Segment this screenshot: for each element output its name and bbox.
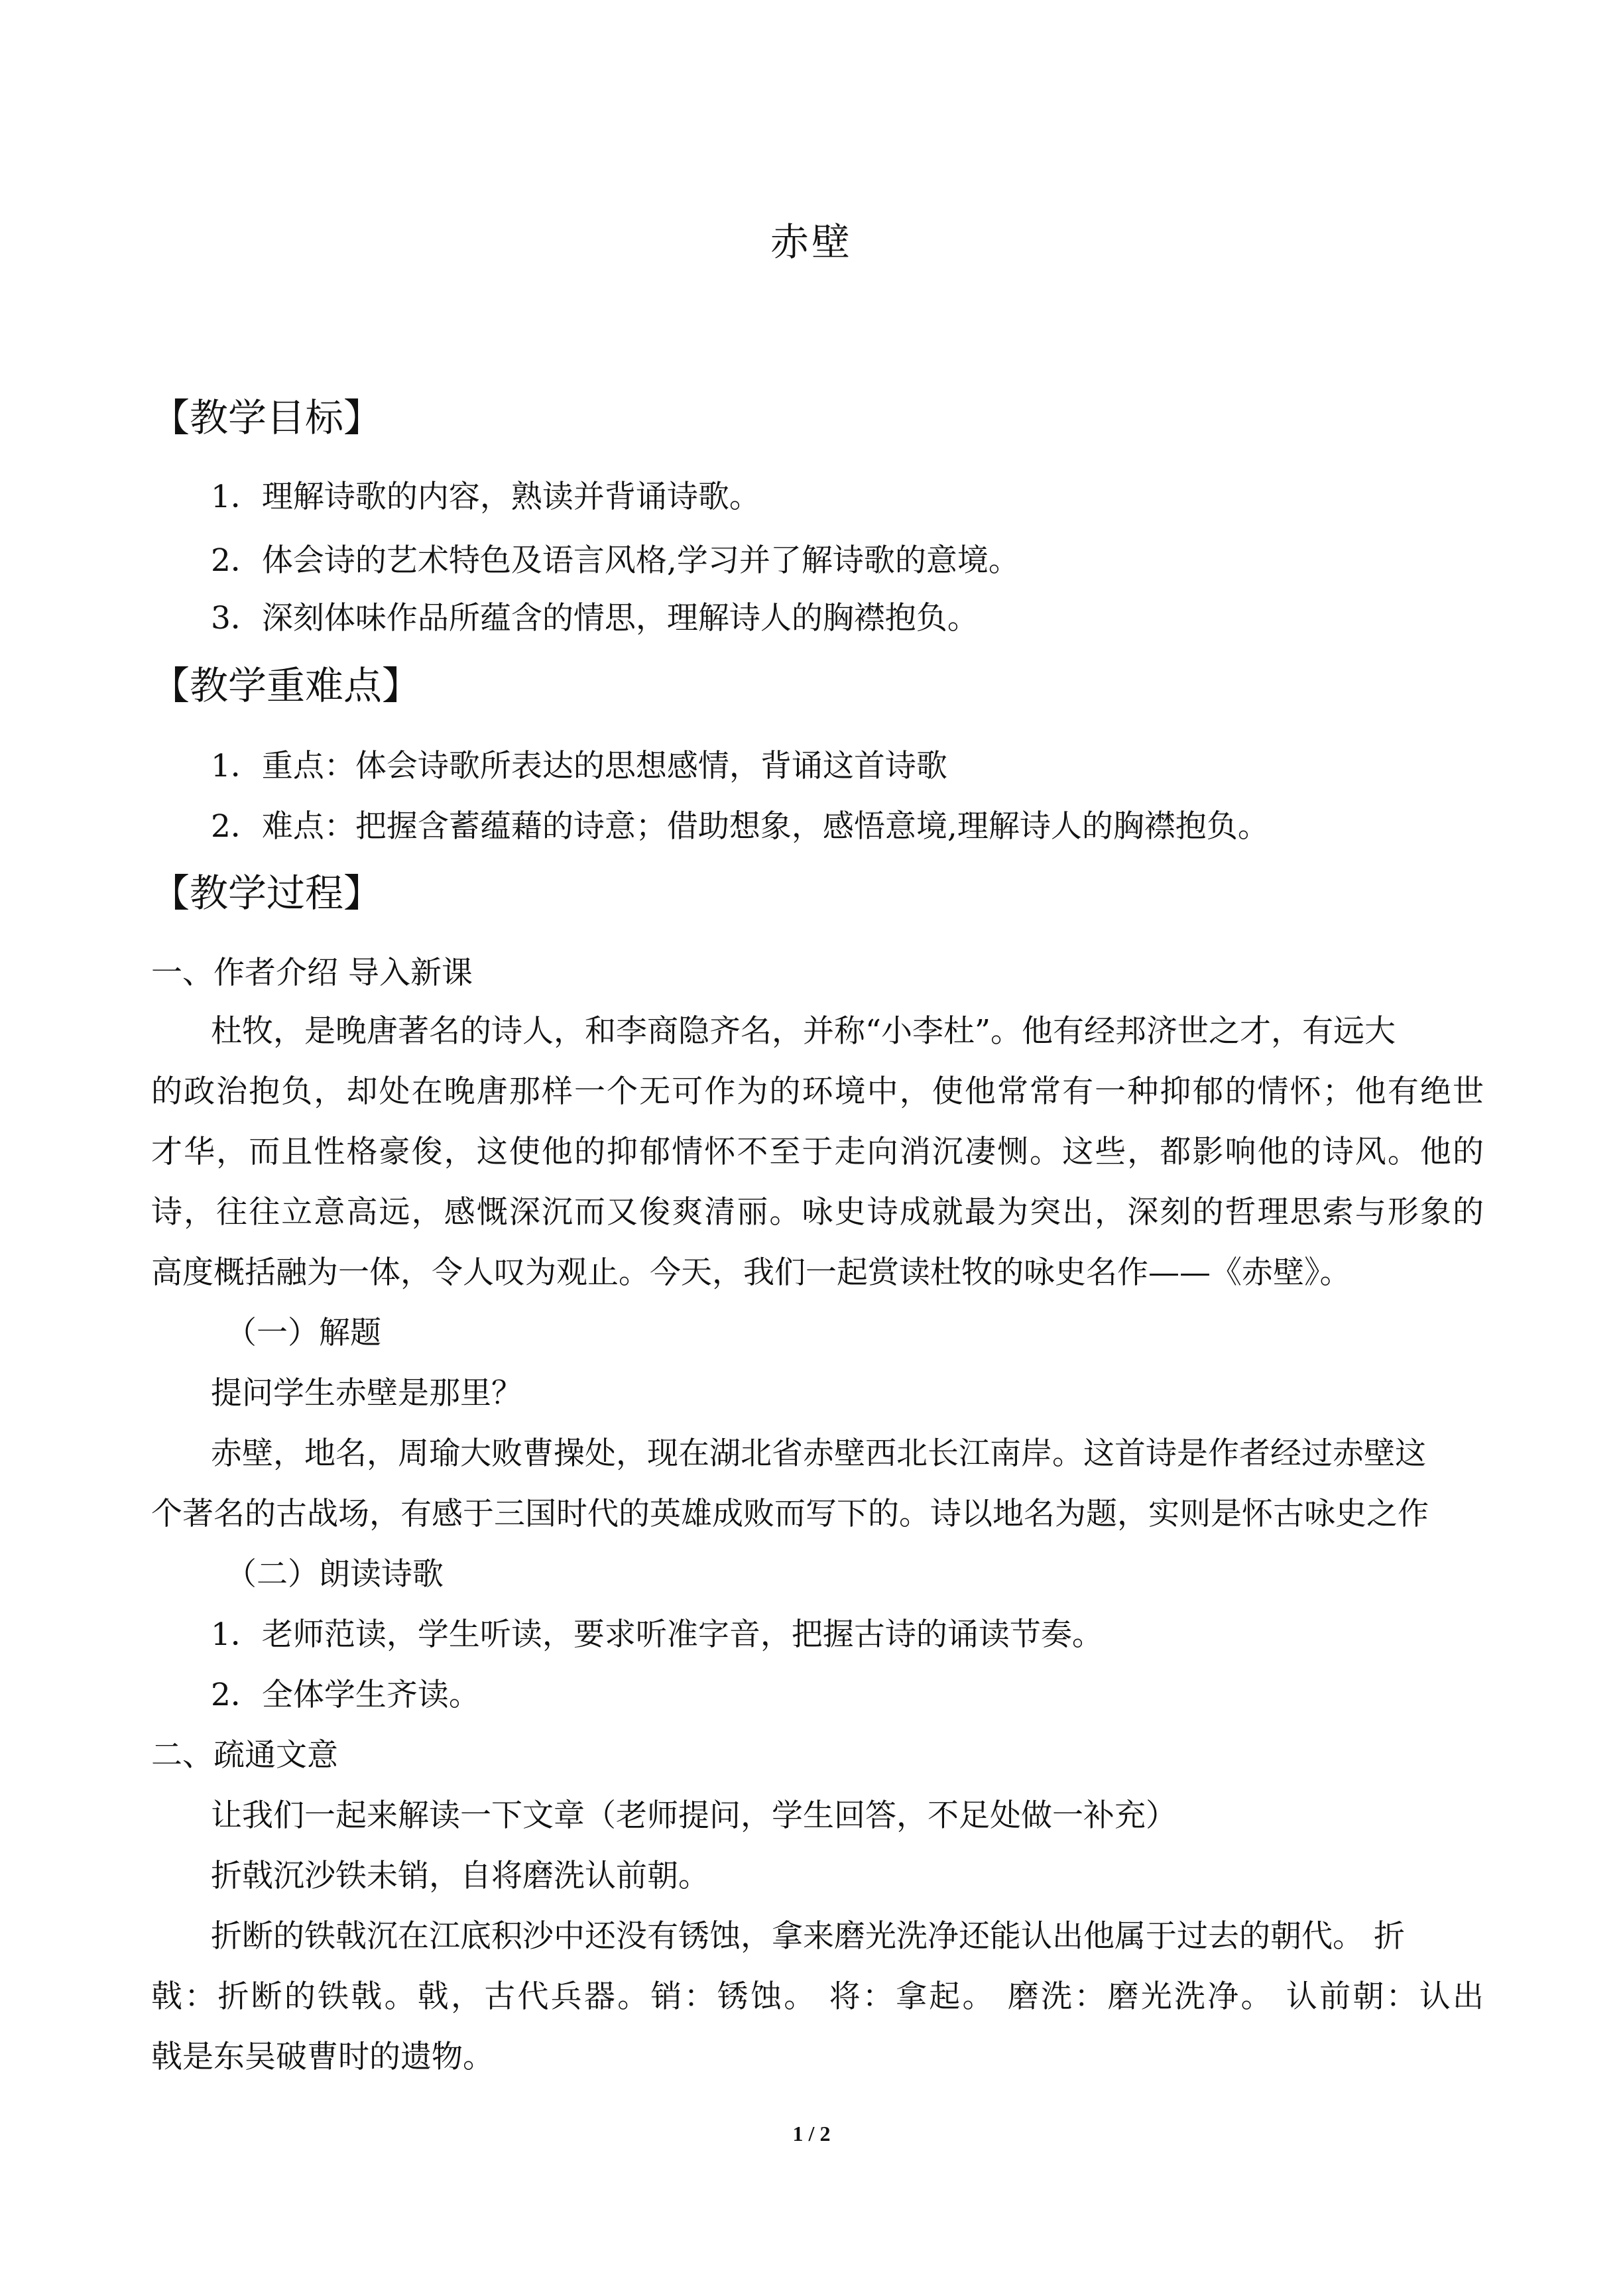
keypoint-item: 1．重点：体会诗歌所表达的思想感情，背诵这首诗歌 [211, 748, 947, 784]
heading-process: 【教学过程】 [151, 871, 383, 916]
heading-goals: 【教学目标】 [151, 395, 383, 440]
part2-title: 二、疏通文意 [151, 1737, 338, 1774]
intro-paragraph-line: 杜牧，是晚唐著名的诗人，和李商隐齐名，并称“小李杜”。他有经邦济世之才，有远大 [211, 1013, 1396, 1050]
answer-line: 赤壁，地名，周瑜大败曹操处，现在湖北省赤壁西北长江南岸。这首诗是作者经过赤壁这 [211, 1435, 1426, 1472]
goal-item: 1．理解诗歌的内容，熟读并背诵诗歌。 [211, 479, 760, 515]
document-title: 赤壁 [770, 219, 853, 265]
page-number: 1 / 2 [792, 2122, 831, 2145]
intro-paragraph-line: 才华，而且性格豪俊，这使他的抑郁情怀不至于走向消沉凄恻。这些，都影响他的诗风。他的 [151, 1134, 1484, 1170]
goal-item: 3．深刻体味作品所蕴含的情思，理解诗人的胸襟抱负。 [211, 600, 979, 636]
sub1-title: （一）解题 [225, 1315, 381, 1351]
poem-line: 折戟沉沙铁未销，自将磨洗认前朝。 [211, 1858, 709, 1894]
intro-paragraph-line: 诗，往往立意高远，感慨深沉而又俊爽清丽。咏史诗成就最为突出，深刻的哲理思索与形象的 [151, 1194, 1484, 1231]
intro-paragraph-line: 高度概括融为一体，令人叹为观止。今天，我们一起赏读杜牧的咏史名作——《赤壁》。 [151, 1254, 1351, 1291]
explain-line: 戟：折断的铁戟。戟，古代兵器。销：锈蚀。 将：拿起。 磨洗：磨光洗净。 认前朝：认出 [151, 1978, 1484, 2015]
answer-line: 个著名的古战场，有感于三国时代的英雄成败而写下的。诗以地名为题，实则是怀古咏史之作 [151, 1496, 1429, 1532]
question-line: 提问学生赤壁是那里？ [211, 1375, 522, 1412]
heading-keypoints: 【教学重难点】 [151, 663, 421, 708]
explain-intro: 让我们一起来解读一下文章（老师提问，学生回答，不足处做一补充） [211, 1797, 1177, 1834]
explain-line: 戟是东吴破曹时的遗物。 [151, 2039, 494, 2075]
part1-title: 一、作者介绍 导入新课 [151, 955, 473, 991]
reading-item: 2．全体学生齐读。 [211, 1677, 480, 1713]
keypoint-item: 2．难点：把握含蓄蕴藉的诗意；借助想象，感悟意境,理解诗人的胸襟抱负。 [211, 808, 1269, 845]
reading-item: 1．老师范读，学生听读，要求听准字音，把握古诗的诵读节奏。 [211, 1616, 1103, 1653]
sub2-title: （二）朗读诗歌 [225, 1556, 444, 1593]
goal-item: 2．体会诗的艺术特色及语言风格,学习并了解诗歌的意境。 [211, 542, 1020, 579]
intro-paragraph-line: 的政治抱负，却处在晚唐那样一个无可作为的环境中，使他常常有一种抑郁的情怀；他有绝世 [151, 1073, 1484, 1110]
explain-line: 折断的铁戟沉在江底积沙中还没有锈蚀，拿来磨光洗净还能认出他属于过去的朝代。 折 [211, 1918, 1405, 1955]
